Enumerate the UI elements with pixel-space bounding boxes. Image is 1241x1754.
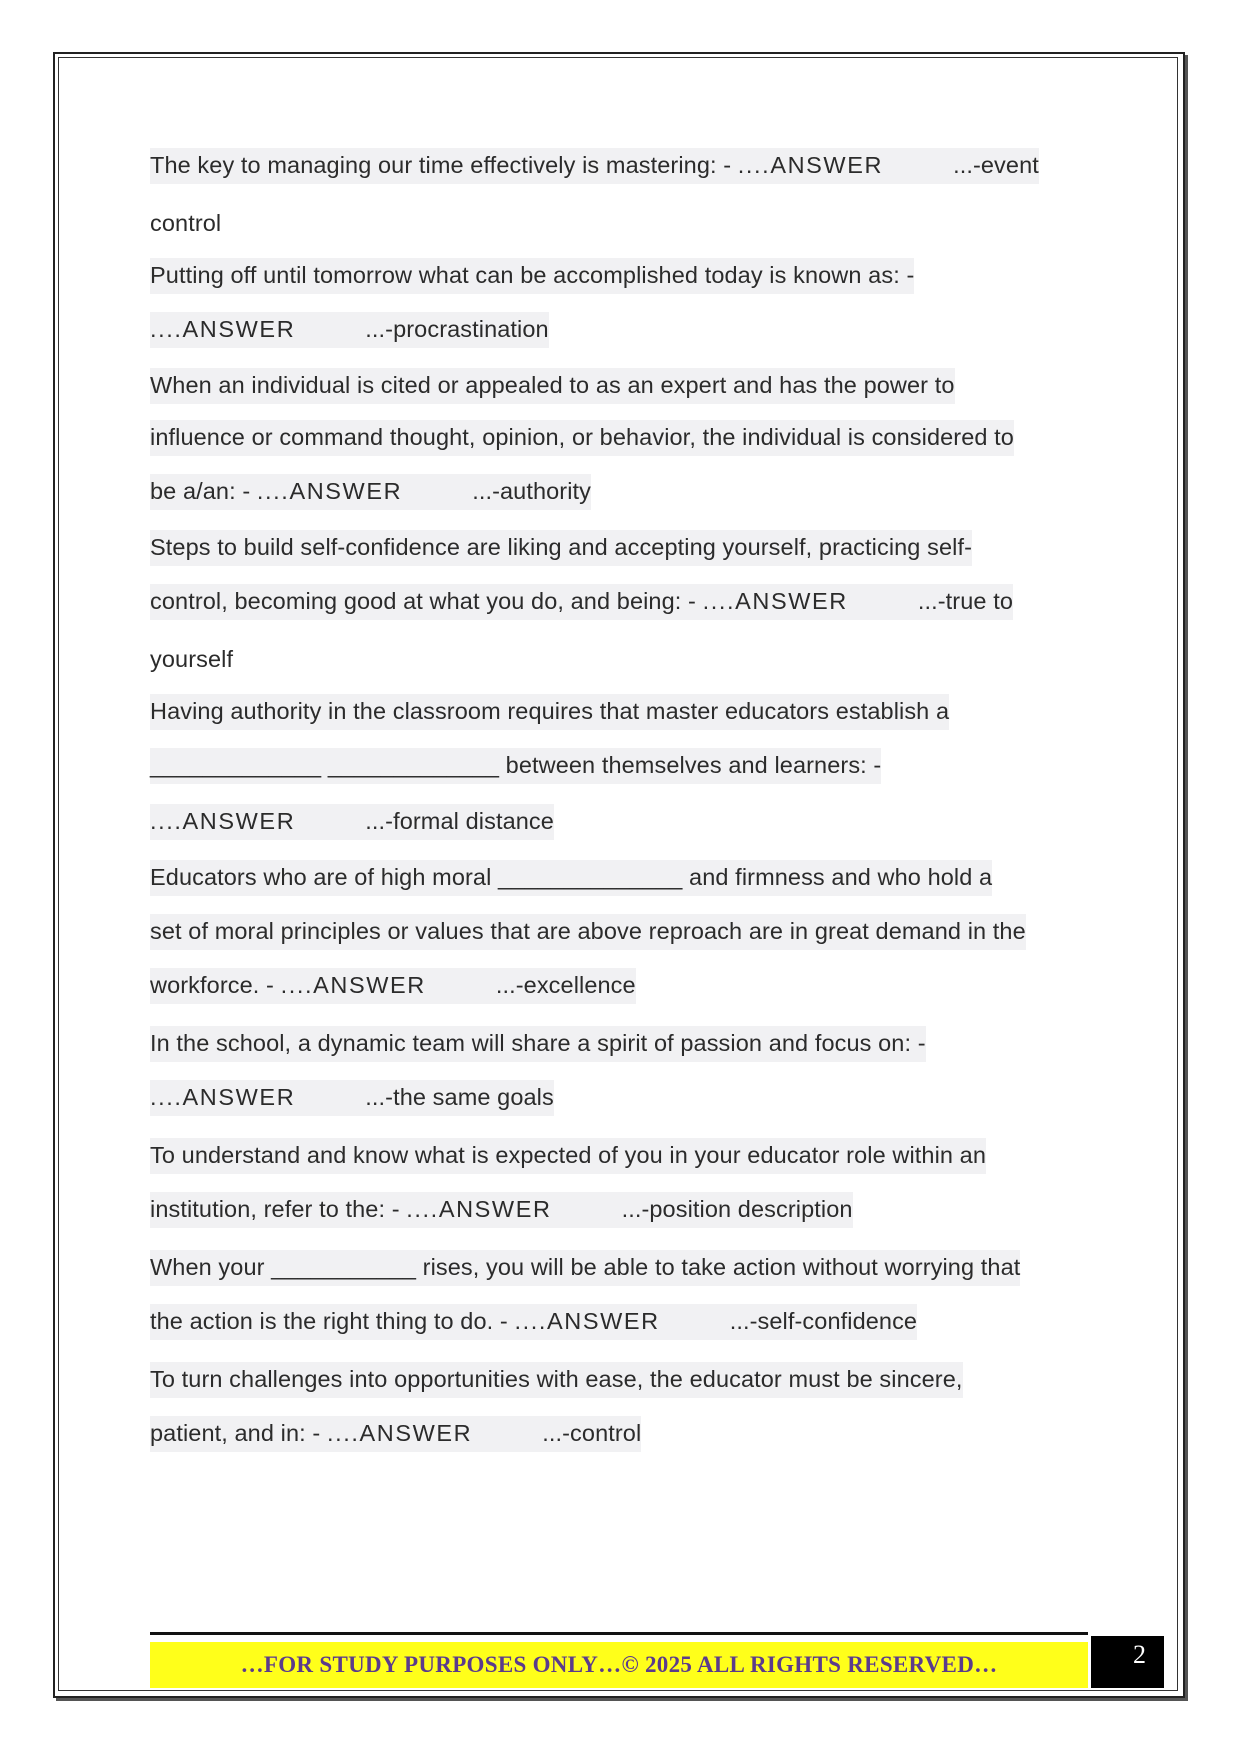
question-line xyxy=(150,860,1090,914)
answer-marker: ....ANSWER xyxy=(514,1308,660,1334)
answer-marker: ....ANSWER xyxy=(326,1420,473,1446)
question-line xyxy=(150,642,1090,694)
highlighted-text xyxy=(150,804,554,840)
question-line xyxy=(150,914,1090,968)
highlighted-text xyxy=(150,968,636,1004)
question-line xyxy=(150,748,1090,804)
answer-marker: ....ANSWER xyxy=(406,1196,552,1222)
answer-marker: ....ANSWER xyxy=(280,972,426,998)
answer-text: ...-self-confidence xyxy=(729,1308,918,1334)
question-text: control xyxy=(150,210,222,236)
question-line xyxy=(150,1416,1090,1472)
question-text: To turn challenges into opportunities with ease, the educator must be sincere, xyxy=(150,1362,963,1398)
question-text: When your ___________ rises, you will be able to take action without worrying that xyxy=(150,1250,1020,1286)
question-line xyxy=(150,1026,1090,1080)
question-text: When an individual is cited or appealed to as an expert and has the power to xyxy=(150,368,955,404)
footer-rule xyxy=(150,1632,1088,1635)
highlighted-text xyxy=(150,1192,853,1228)
question-line xyxy=(150,1080,1090,1138)
highlighted-text xyxy=(150,1080,554,1116)
answer-text: ...-position description xyxy=(621,1196,853,1222)
highlighted-text xyxy=(150,474,591,510)
question-line xyxy=(150,1304,1090,1362)
question-text: patient, and in: - xyxy=(150,1420,327,1446)
question-list xyxy=(150,148,1090,1472)
question-text: Steps to build self-confidence are liking and accepting yourself, practicing self- xyxy=(150,530,972,566)
question-line xyxy=(150,694,1090,748)
answer-marker: ....ANSWER xyxy=(737,152,884,178)
answer-text: ...-the same goals xyxy=(365,1084,554,1110)
answer-marker: ....ANSWER xyxy=(150,316,296,342)
question-text: The key to managing our time effectively is mastering: - xyxy=(150,152,738,178)
answer-text: ...-control xyxy=(542,1420,642,1446)
question-text: the action is the right thing to do. - xyxy=(150,1308,515,1334)
answer-marker: ....ANSWER xyxy=(150,808,296,834)
question-text: institution, refer to the: - xyxy=(150,1196,407,1222)
question-text: To understand and know what is expected of you in your educator role within an xyxy=(150,1138,986,1174)
question-text: Having authority in the classroom requires that master educators establish a xyxy=(150,694,949,730)
answer-text: ...-authority xyxy=(472,478,592,504)
highlighted-text xyxy=(150,312,549,348)
answer-text: ...-excellence xyxy=(495,972,636,998)
question-line xyxy=(150,804,1090,860)
answer-marker: ....ANSWER xyxy=(256,478,403,504)
answer-text: ...-formal distance xyxy=(365,808,554,834)
page-number: 2 xyxy=(1091,1636,1164,1688)
question-text: yourself xyxy=(150,646,234,672)
answer-text: ...-event xyxy=(953,152,1039,178)
question-text: Educators who are of high moral ______________ and firmness and who hold a xyxy=(150,860,992,896)
question-text: set of moral principles or values that are above reproach are in great demand in the xyxy=(150,914,1026,950)
footer-notice: …FOR STUDY PURPOSES ONLY…© 2025 ALL RIGHTS RESERVED… xyxy=(150,1642,1088,1688)
question-text: _____________ _____________ between themselves and learners: - xyxy=(150,748,881,784)
highlighted-text xyxy=(150,1304,917,1340)
question-line xyxy=(150,1362,1090,1416)
question-text: influence or command thought, opinion, or behavior, the individual is considered to xyxy=(150,420,1014,456)
answer-text: ...-true to xyxy=(917,588,1013,614)
highlighted-text xyxy=(150,1416,641,1452)
question-line xyxy=(150,368,1090,420)
question-line xyxy=(150,474,1090,530)
question-line xyxy=(150,530,1090,584)
question-line xyxy=(150,206,1090,258)
question-line xyxy=(150,420,1090,474)
question-line xyxy=(150,1138,1090,1192)
question-line xyxy=(150,148,1090,206)
answer-text: ...-procrastination xyxy=(365,316,549,342)
question-line xyxy=(150,584,1090,642)
highlighted-text xyxy=(150,584,1013,620)
highlighted-text xyxy=(150,148,1039,184)
question-text: be a/an: - xyxy=(150,478,257,504)
answer-marker: ....ANSWER xyxy=(150,1084,296,1110)
question-line xyxy=(150,312,1090,368)
question-text: control, becoming good at what you do, and being: - xyxy=(150,588,703,614)
question-line xyxy=(150,258,1090,312)
question-text: In the school, a dynamic team will share a spirit of passion and focus on: - xyxy=(150,1026,926,1062)
question-text: workforce. - xyxy=(150,972,281,998)
question-line xyxy=(150,1192,1090,1250)
question-line xyxy=(150,968,1090,1026)
answer-marker: ....ANSWER xyxy=(702,588,848,614)
question-text: Putting off until tomorrow what can be accomplished today is known as: - xyxy=(150,258,914,294)
question-line xyxy=(150,1250,1090,1304)
